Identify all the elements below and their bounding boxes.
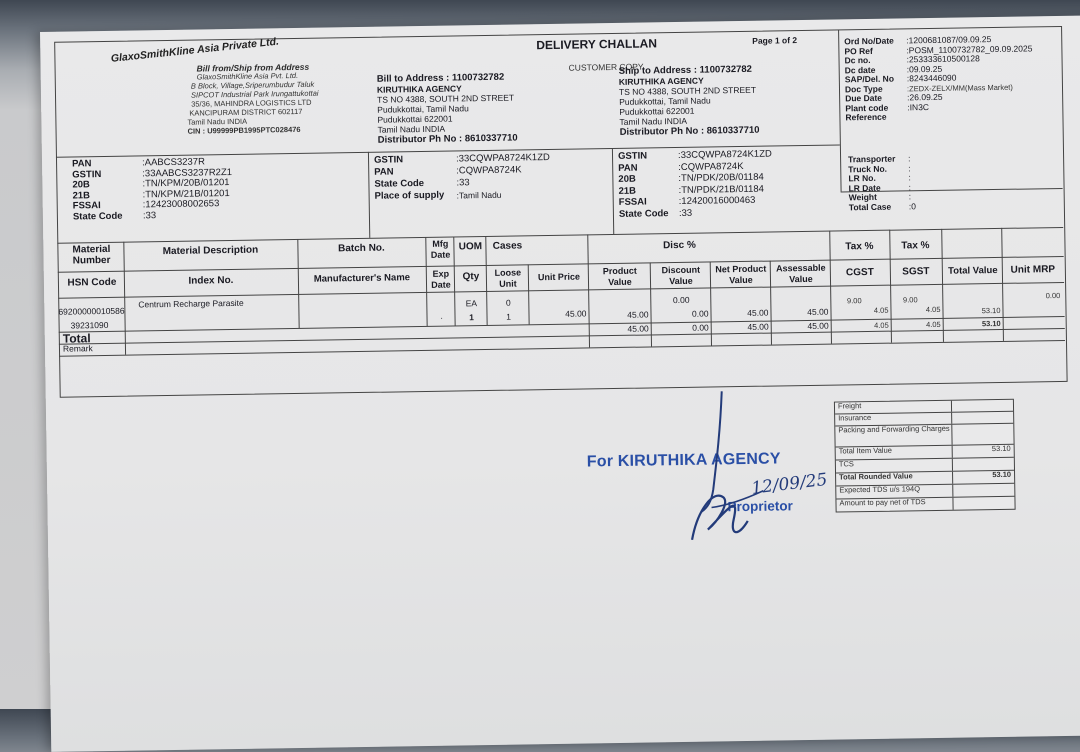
summary-box [834,399,1016,513]
summary-label: Total Item Value [838,445,892,456]
summary-value [951,412,1013,424]
seller-fssai-label: FSSAI [72,200,101,212]
total-case-value: :0 [908,200,917,211]
total-cgst: 4.05 [874,320,889,330]
company-address-1: GlaxoSmithKline Asia Pvt. Ltd. [196,70,299,82]
ship-to-line-4: Pudukkottai 622001 [619,105,695,117]
total-sgst: 4.05 [926,319,941,330]
summary-label: Amount to pay net of TDS [839,497,926,508]
col-total-value: Total Value [948,264,998,277]
order-number-label: Ord No/Date [844,35,894,47]
row-description: Centrum Recharge Parasite [138,297,244,310]
ship-state-code-value: :33 [678,207,693,219]
row-product-value: 45.00 [627,309,649,320]
summary-label: Expected TDS u/s 194Q [839,484,921,495]
document-title: DELIVERY CHALLAN [536,36,658,53]
col-net-product-value: Net Product Value [715,263,767,286]
row-cases: 0 [505,297,511,308]
row-uom: EA [465,298,478,309]
transporter-value: : [908,153,911,164]
seller-fssai-value: :12423008002653 [142,198,220,211]
total-assessable-value: 45.00 [807,320,829,331]
summary-value: 53.10 [952,471,1014,484]
copy-label: CUSTOMER COPY [568,61,644,73]
po-ref-value: :POSM_1100732782_09.09.2025 [906,42,1033,55]
lr-no-label: LR No. [848,172,876,184]
summary-row-amount-net-tds [836,497,1014,512]
bill-tax-labels [374,154,444,203]
stamp-agency-name: For KIRUTHIKA AGENCY [586,450,781,471]
bill-to-title: Bill to Address : 1100732782 [376,71,505,85]
signature-date: 12/09/25 [750,469,829,499]
total-discount-value: 0.00 [692,322,709,333]
summary-label: Packing and Forwarding Charges [838,423,950,435]
transporter-label: Transporter [848,153,896,165]
col-index-no: Index No. [188,274,234,287]
transport-values [908,154,916,211]
ship-state-code-label: State Code [618,207,669,220]
col-discount-value: Discount Value [661,264,701,287]
bill-to-line-5: Tamil Nadu INDIA [377,123,446,135]
ship-to-line-3: Pudukkottai, Tamil Nadu [619,95,711,107]
row-assessable-value: 45.00 [807,306,829,317]
bill-to-line-4: Pudukkottai 622001 [377,113,453,125]
sap-del-no-label: SAP/Del. No [844,73,895,85]
bill-gstin-value: :33CQWPA8724K1ZD [455,152,550,165]
bill-pan-value: :CQWPA8724K [456,164,522,177]
ship-to-line-1: KIRUTHIKA AGENCY [618,75,704,87]
company-address-2: B Block, Village,Sriperumbudur Taluk [190,79,315,91]
dc-no-value: :253333610500128 [906,53,980,65]
bill-to-line-3: Pudukkottai, Tamil Nadu [377,103,469,115]
lr-no-value: : [908,172,911,183]
ship-21b-label: 21B [618,185,637,197]
row-qty: 1 [469,312,474,323]
company-address-6: Tamil Nadu INDIA [187,116,248,127]
summary-value [952,484,1014,497]
col-batch-no: Batch No. [338,242,385,255]
row-sgst: 4.05 [925,304,941,315]
summary-value [951,400,1013,412]
transport-labels [848,155,896,213]
col-material-description: Material Description [162,244,259,258]
col-exp-date: Exp Date [431,268,451,290]
row-disc-pct: 0.00 [672,294,690,306]
seller-20b-label: 20B [72,179,90,191]
lr-date-value: : [908,181,911,192]
row-cgst-pct: 9.00 [846,296,862,306]
plant-code-label: Plant code [845,102,889,113]
remark-label: Remark [62,343,93,354]
summary-row-packing [835,424,1013,448]
company-address-4: 35/36, MAHINDRA LOGISTICS LTD [191,97,312,109]
total-label: Total [62,331,91,346]
dc-no-label: Dc no. [844,54,871,66]
po-ref-label: PO Ref [844,45,873,56]
total-case-label: Total Case [848,201,892,212]
row-total-value: 53.10 [981,305,1001,316]
dc-date-label: Dc date [844,64,876,75]
summary-label: Total Rounded Value [839,471,913,482]
delivery-challan-sheet [40,15,1080,752]
sap-del-no-value: :8243446090 [906,72,957,84]
row-material-number: 69200000010586 [58,305,125,317]
ship-fssai-label: FSSAI [618,196,647,208]
ship-pan-label: PAN [618,162,638,174]
company-address-3: SIPCOT Industrial Park Irungattukottai [190,88,319,100]
due-date-value: :26.09.25 [907,91,943,103]
bill-to-line-1: KIRUTHIKA AGENCY [376,83,462,95]
total-product-value: 45.00 [627,323,649,334]
row-net-product-value: 45.00 [747,307,769,318]
place-of-supply-label: Place of supply [374,189,445,202]
summary-label: Insurance [838,412,872,423]
bill-pan-label: PAN [374,166,394,178]
total-net-product-value: 45.00 [747,321,769,332]
ship-tax-labels [618,150,669,220]
seller-20b-value: :TN/KPM/20B/01201 [142,177,230,190]
seller-tax-values [142,157,233,221]
bill-from-label: Bill from/Ship from Address [196,61,310,74]
weight-value: : [908,191,912,202]
ship-tax-values [678,149,773,219]
truck-no-label: Truck No. [848,163,888,174]
seller-21b-value: :TN/KPM/21B/01201 [142,187,230,200]
col-sgst-pct: Tax % [901,240,930,252]
due-date-label: Due Date [845,92,883,104]
plant-code-value: :IN3C [907,101,930,112]
company-cin: CIN : U99999PB1995PTC028476 [187,124,301,136]
bill-state-code-label: State Code [374,177,425,190]
reference-label: Reference [845,111,887,123]
col-hsn-code: HSN Code [67,276,117,289]
seller-tax-labels [72,159,123,223]
order-info-labels [844,37,895,123]
company-name: GlaxoSmithKline Asia Private Ltd. [110,35,280,65]
col-unit-mrp: Unit MRP [1010,264,1056,276]
ship-fssai-value: :12420016000463 [678,194,756,207]
bill-to-phone: Distributor Ph No : 8610337710 [377,132,518,146]
seller-gstin-value: :33AABCS3237R2Z1 [142,166,233,179]
col-mfg-date: Mfg Date [430,238,451,260]
row-cgst: 4.05 [873,305,889,315]
col-qty: Qty [462,271,480,283]
col-manufacturer: Manufacturer's Name [313,272,411,285]
bill-gstin-label: GSTIN [373,154,404,166]
col-disc-pct: Disc % [662,239,696,252]
weight-label: Weight [848,191,877,203]
total-total-value: 53.10 [981,318,1001,329]
bill-to-line-2: TS NO 4388, SOUTH 2ND STREET [377,92,515,105]
order-info-values [906,34,1033,112]
seller-gstin-label: GSTIN [72,168,102,181]
summary-value [952,458,1014,471]
col-sgst: SGST [902,266,930,278]
ship-to-line-5: Tamil Nadu INDIA [619,115,688,127]
row-exp-date: . [440,310,443,321]
doc-type-value: :ZEDX-ZELX/MM(Mass Market) [906,82,1013,93]
summary-value [951,424,1013,445]
row-unit-price: 45.00 [565,308,587,319]
seller-pan-value: :AABCS3237R [141,156,205,169]
place-of-supply-value: :Tamil Nadu [456,189,502,201]
row-loose-unit: 1 [506,311,511,322]
seller-21b-label: 21B [72,189,91,202]
row-discount-value: 0.00 [691,308,709,319]
ship-to-title: Ship to Address : 1100732782 [618,63,753,77]
row-sgst-pct: 9.00 [902,295,918,305]
row-hsn-code: 39231090 [70,319,109,331]
signature [666,388,778,550]
seller-state-code-label: State Code [72,210,123,223]
company-address-5: KANCIPURAM DISTRICT 602117 [189,106,303,118]
ship-20b-label: 20B [618,173,636,185]
ship-gstin-label: GSTIN [617,150,648,162]
ship-pan-value: :CQWPA8724K [678,160,744,173]
col-product-value: Product Value [602,265,637,288]
col-unit-price: Unit Price [537,271,580,283]
summary-value: 53.10 [952,445,1014,458]
dc-date-value: :09.09.25 [906,63,943,74]
col-assessable-value: Assessable Value [775,262,826,285]
col-cgst: CGST [845,266,874,279]
col-cgst-pct: Tax % [845,240,874,253]
summary-label: TCS [838,459,854,469]
bill-state-code-value: :33 [456,177,470,189]
summary-label: Freight [837,401,862,411]
seller-pan-label: PAN [71,158,92,170]
ship-21b-value: :TN/PDK/21B/01184 [678,183,765,196]
ship-gstin-value: :33CQWPA8724K1ZD [677,148,772,161]
page-indicator: Page 1 of 2 [752,35,798,46]
order-number-value: :1200681087/09.09.25 [906,34,992,46]
stamp-proprietor: Proprietor [727,498,793,515]
seller-state-code-value: :33 [142,209,157,221]
lr-date-label: LR Date [848,182,881,193]
doc-type-label: Doc Type [844,83,883,94]
ship-to-phone: Distributor Ph No : 8610337710 [619,124,760,138]
ship-to-line-2: TS NO 4388, SOUTH 2ND STREET [618,84,757,97]
bill-tax-values [456,152,551,201]
truck-no-value: : [908,162,911,173]
col-material-number: Material Number [72,243,111,267]
row-unit-mrp: 0.00 [1045,291,1061,301]
col-cases: Cases [492,240,523,252]
col-uom: UOM [458,241,483,253]
col-loose-unit: Loose Unit [494,267,522,289]
summary-value [952,497,1014,510]
ship-20b-value: :TN/PDK/20B/01184 [678,171,764,184]
